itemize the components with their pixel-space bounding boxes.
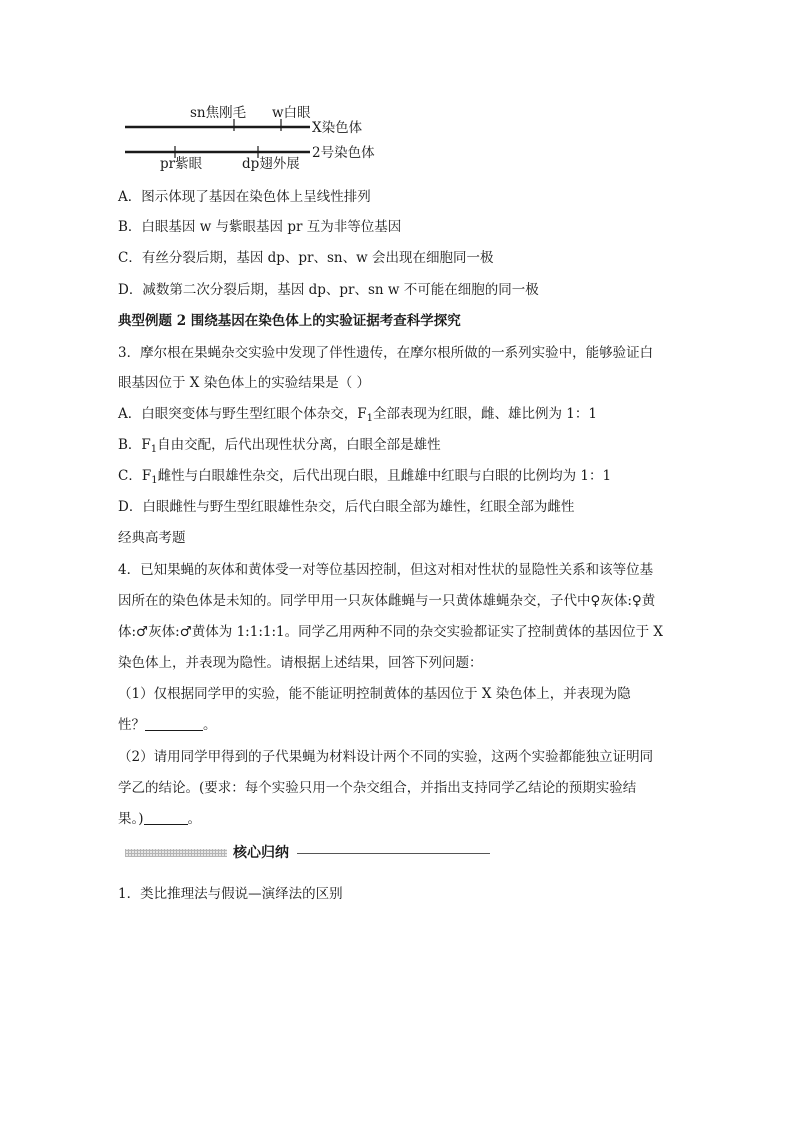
q2-option-a: A．图示体现了基因在染色体上呈线性排列: [118, 189, 371, 205]
q3-option-a: [118, 405, 597, 428]
q4-line2: 因所在的染色体是未知的。同学甲用一只灰体雌蝇与一只黄体雄蝇杂交，子代中♀灰体:♀黄: [118, 593, 656, 609]
w-gene-label: w白眼: [272, 105, 311, 121]
q2-option-c: C．有丝分裂后期，基因 dp、pr、sn、w 会出现在细胞同一极: [118, 250, 494, 266]
q3-option-c-text-rest: 雌性与白眼雄性杂交，后代出现白眼，且雌雄中红眼与白眼的比例均为 1：1: [157, 468, 612, 484]
q3-option-b-text-rest: 自由交配，后代出现性状分离，白眼全部是雄性: [157, 437, 441, 453]
example2-heading: 典型例题 2 围绕基因在染色体上的实验证据考查科学探究: [118, 313, 461, 329]
q4-part1-question-text: 性？: [118, 717, 145, 733]
chromosome-diagram: [118, 100, 418, 180]
q3-option-b-text: B．F: [118, 437, 151, 453]
banner-rule: [297, 853, 490, 854]
q3-option-d: D．白眼雌性与野生型红眼雄性杂交，后代白眼全部为雄性，红眼全部为雌性: [118, 499, 575, 515]
q3-option-c-subscript: 1: [151, 475, 158, 486]
q4-part2-line1: （2）请用同学甲得到的子代果蝇为材料设计两个不同的实验，这两个实验都能独立证明同: [118, 749, 654, 765]
q4-line1: 4．已知果蝇的灰体和黄体受一对等位基因控制，但这对相对性状的显隐性关系和该等位基: [118, 562, 654, 578]
q3-option-a-text: A．白眼突变体与野生型红眼个体杂交，F: [118, 406, 367, 422]
x-chromosome-label: X染色体: [312, 120, 363, 136]
q4-part1-line1: （1）仅根据同学甲的实验，能不能证明控制黄体的基因位于 X 染色体上，并表现为隐: [118, 686, 631, 702]
pr-gene-label: pr紫眼: [160, 156, 203, 172]
q3-option-b-subscript: 1: [150, 444, 158, 455]
dp-gene-label: dp翅外展: [242, 156, 300, 172]
banner-title: 核心归纳: [233, 845, 289, 861]
q2-option-b: B．白眼基因 w 与紫眼基因 pr 互为非等位基因: [118, 219, 402, 235]
q2-option-d: D．减数第二次分裂后期，基因 dp、pr、sn w 不可能在细胞的同一极: [118, 282, 539, 298]
q4-part1-period: 。: [203, 717, 217, 733]
section-banner: [125, 843, 490, 863]
q3-stem-line1: 3．摩尔根在果蝇杂交实验中发现了伴性遗传，在摩尔根所做的一系列实验中，能够验证白: [118, 345, 654, 361]
q4-part2-period: 。: [187, 811, 202, 827]
q3-option-b: [118, 436, 441, 459]
banner-dotted-pattern: [125, 849, 227, 857]
q4-part2-text: 果。): [118, 811, 144, 827]
q3-option-a-text-rest: 全部表现为红眼，雌、雄比例为 1：1: [373, 406, 597, 422]
chromosome-2-label: 2号染色体: [312, 145, 375, 161]
q4-part2-answer-blank[interactable]: [144, 810, 188, 825]
summary-item-1: 1．类比推理法与假说—演绎法的区别: [118, 886, 343, 902]
q3-option-a-subscript: 1: [366, 413, 373, 424]
q4-part1-answer-blank[interactable]: [145, 716, 203, 731]
q3-option-c-text: C．F: [118, 468, 152, 484]
gaokao-heading: 经典高考题: [118, 530, 186, 546]
q4-part2-line3: [118, 810, 201, 828]
q4-part1-line2: [118, 716, 217, 734]
q3-option-c: [118, 467, 611, 490]
q4-line3: 体:♂灰体:♂黄体为 1:1:1:1。同学乙用两种不同的杂交实验都证实了控制黄体的基因位于 X: [118, 624, 663, 640]
q4-part2-line2: 学乙的结论。(要求：每个实验只用一个杂交组合，并指出支持同学乙结论的预期实验结: [118, 780, 637, 796]
q3-stem-line2: 眼基因位于 X 染色体上的实验结果是（ ）: [118, 375, 370, 391]
q4-line4: 染色体上，并表现为隐性。请根据上述结果，回答下列问题：: [118, 655, 483, 671]
sn-gene-label: sn焦刚毛: [190, 105, 247, 121]
